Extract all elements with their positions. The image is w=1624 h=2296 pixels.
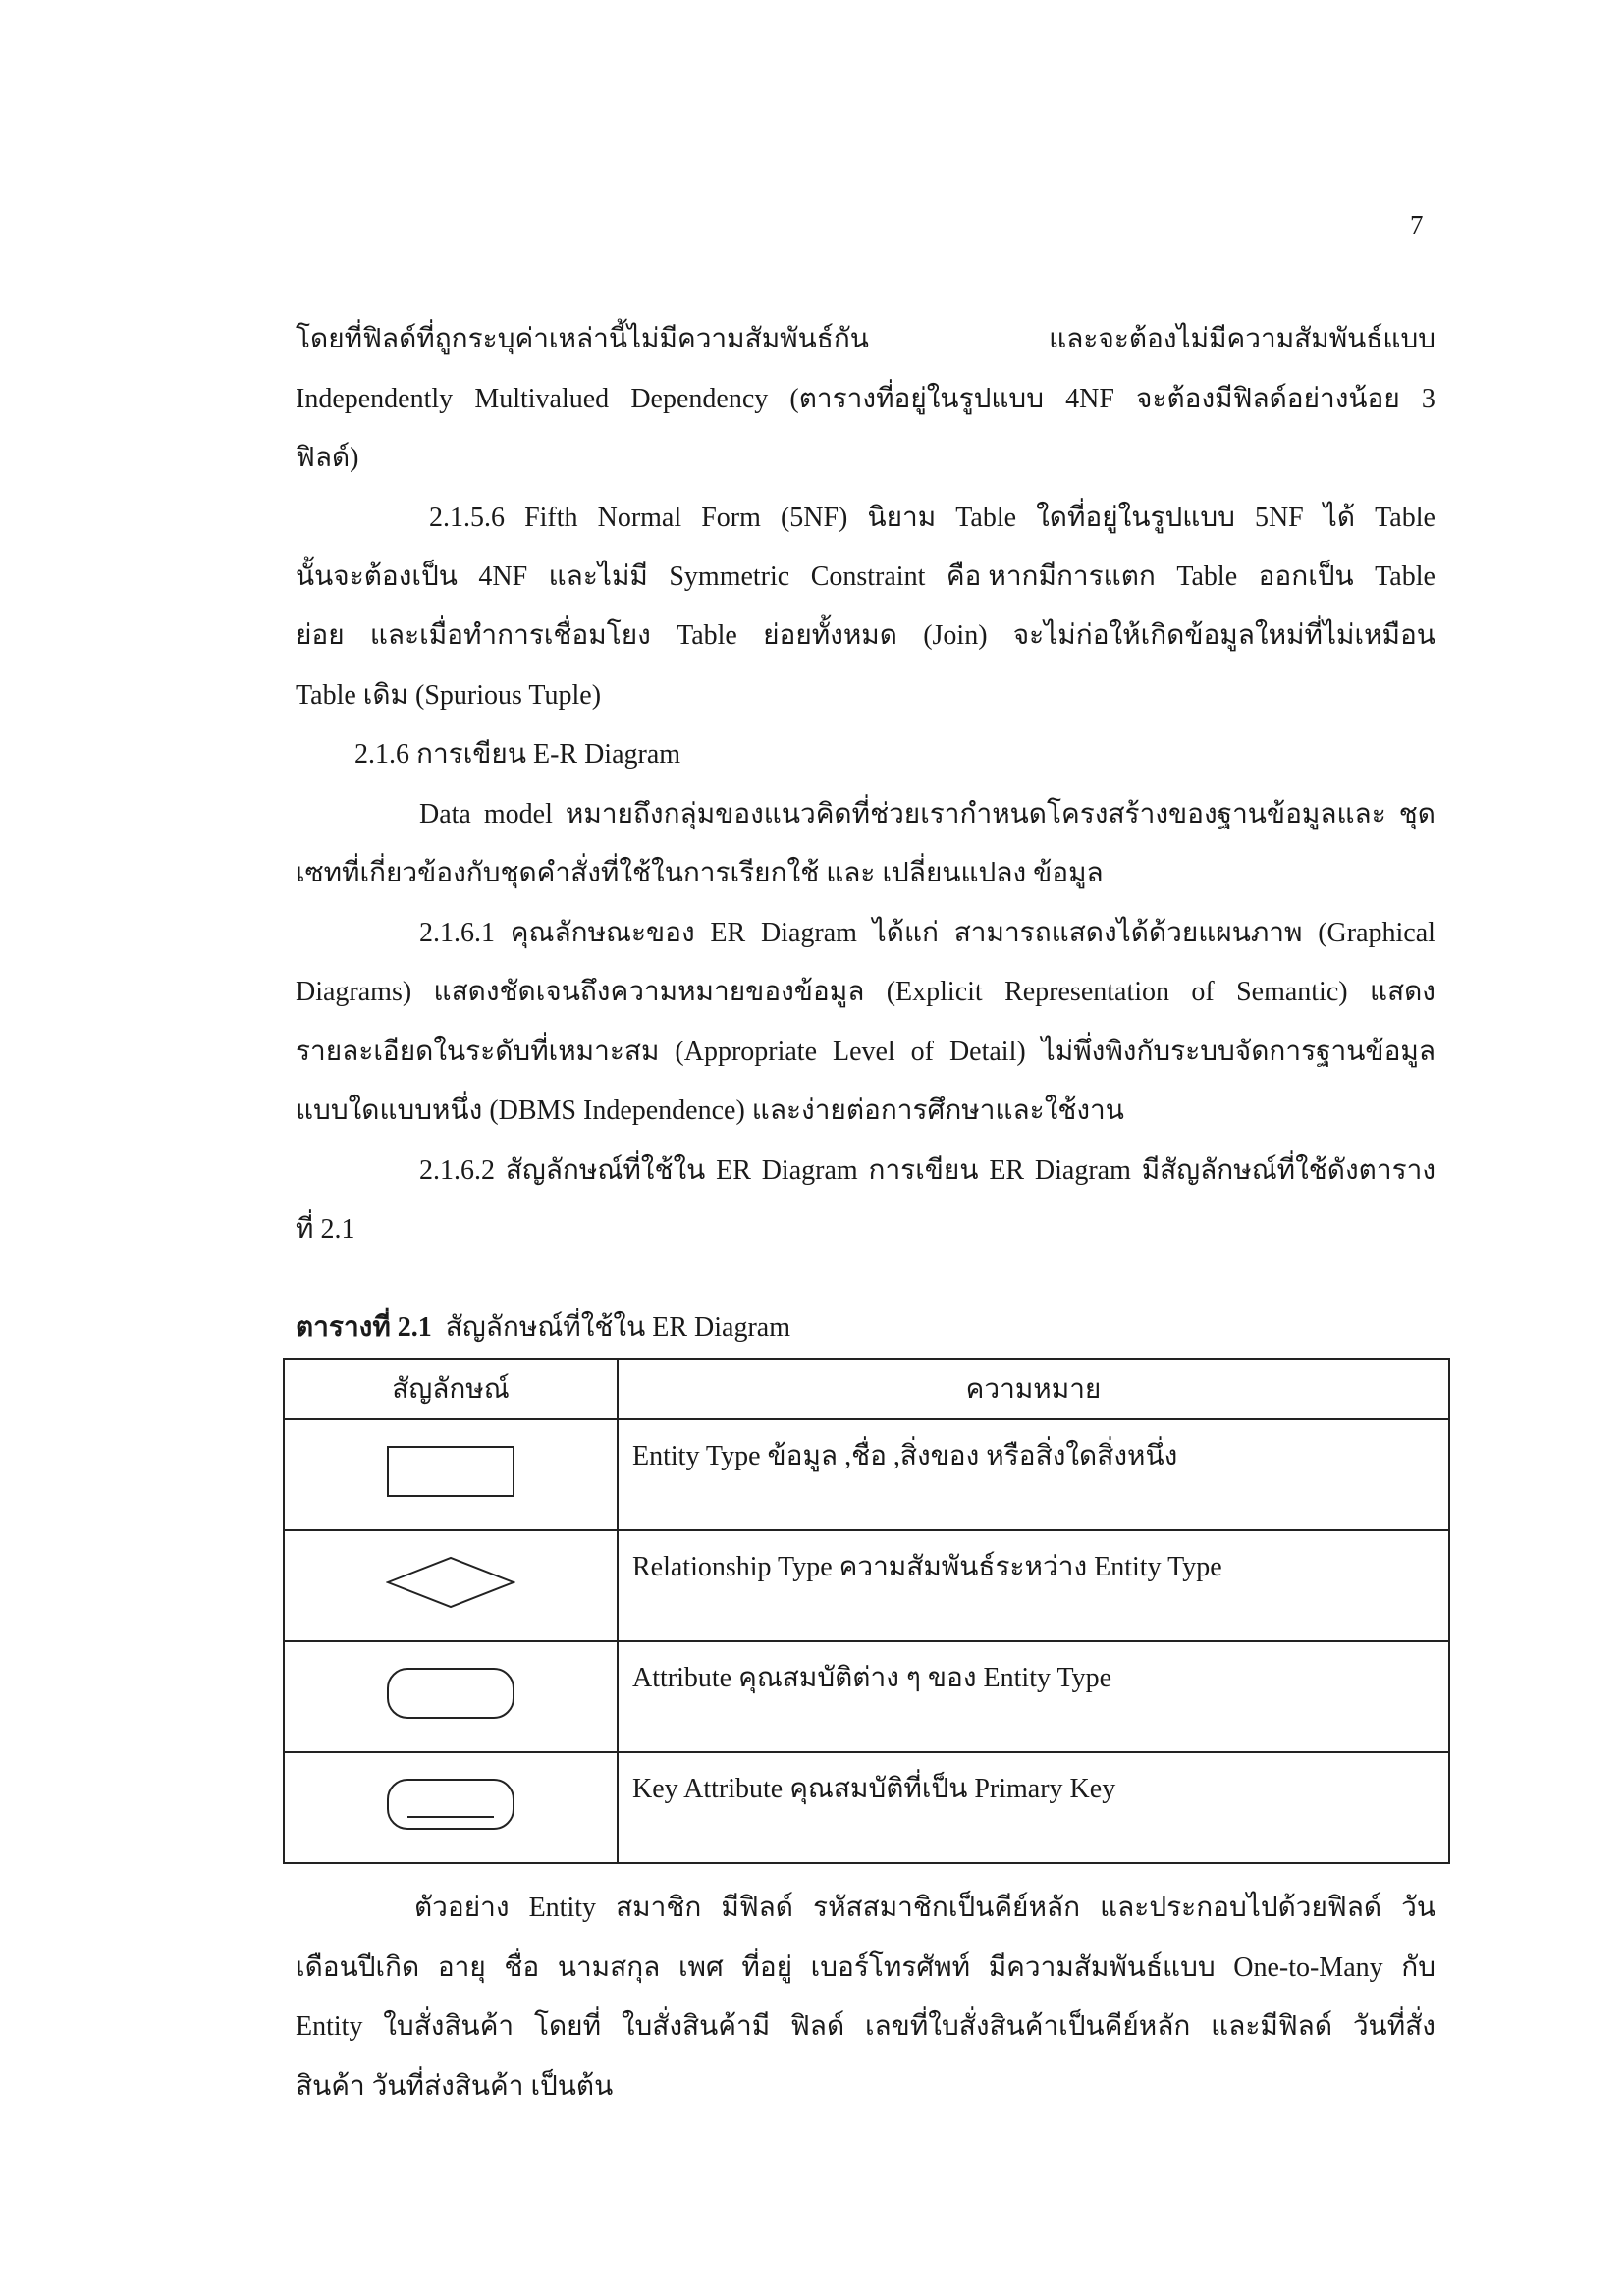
word: ใดที่อยู่ในรูปแบบ bbox=[1036, 503, 1235, 533]
word: (Appropriate bbox=[675, 1037, 818, 1067]
word: of bbox=[1191, 977, 1215, 1007]
para-line-15 bbox=[419, 1153, 1435, 1189]
word: คุณลักษณะของ bbox=[510, 918, 695, 948]
word: นามสกุล bbox=[557, 1952, 661, 1983]
word: จะไม่ก่อให้เกิดข้อมูลใหม่ที่ไม่เหมือน bbox=[1012, 620, 1435, 651]
word: (Join) bbox=[923, 620, 988, 651]
word: (Explicit bbox=[886, 977, 983, 1007]
word: และมีฟิลด์ bbox=[1211, 2011, 1333, 2042]
word: โดยที่ bbox=[533, 2011, 602, 2042]
meaning-cell: Relationship Type ความสัมพันธ์ระหว่าง Entity Type bbox=[618, 1530, 1449, 1641]
word: เบอร์โทรศัพท์ bbox=[810, 1952, 971, 1983]
word: และจะต้องไม่มีความสัมพันธ์แบบ bbox=[1049, 324, 1435, 354]
section-heading: 2.1.6 การเขียน E-R Diagram bbox=[354, 739, 681, 770]
word: ฟิลด์ bbox=[789, 2011, 845, 2042]
word: One-to-Many bbox=[1233, 1952, 1383, 1983]
entity-rectangle-icon bbox=[386, 1445, 515, 1498]
word: Form bbox=[701, 503, 761, 533]
word: Fifth bbox=[524, 503, 578, 533]
para-line-11 bbox=[419, 916, 1435, 951]
word: Symmetric bbox=[669, 561, 790, 592]
word: Table bbox=[1176, 561, 1238, 592]
word: แสดง bbox=[1369, 977, 1435, 1007]
para-line-1 bbox=[296, 322, 1435, 357]
word: วัน bbox=[1401, 1893, 1435, 1923]
word: จะต้องมีฟิลด์อย่างน้อย bbox=[1136, 384, 1400, 414]
table-caption-text: สัญลักษณ์ที่ใช้ใน ER Diagram bbox=[445, 1312, 790, 1343]
meaning-cell: Key Attribute คุณสมบัติที่เป็น Primary Key bbox=[618, 1752, 1449, 1863]
word: Table bbox=[677, 620, 737, 651]
word: ได้แก่ bbox=[872, 918, 939, 948]
word: Normal bbox=[597, 503, 682, 533]
word: (ตารางที่อยู่ในรูปแบบ bbox=[789, 384, 1044, 414]
word: และไม่มี bbox=[548, 561, 648, 592]
word: model bbox=[483, 799, 553, 829]
para-line-2 bbox=[296, 382, 1435, 417]
word: ย่อยทั้งหมด bbox=[763, 620, 897, 651]
word: ใบสั่งสินค้ามี bbox=[621, 2011, 771, 2042]
para-line-10: เซทที่เกี่ยวข้องกับชุดคำสั่งที่ใช้ในการเรียกใช้ และ เปลี่ยนแปลง ข้อมูล bbox=[296, 858, 1104, 888]
word: 2.1.6.1 bbox=[419, 918, 495, 948]
symbol-cell bbox=[284, 1641, 618, 1752]
word: Diagrams) bbox=[296, 977, 412, 1007]
word: มีสัญลักษณ์ที่ใช้ดังตาราง bbox=[1141, 1155, 1435, 1186]
word: วันที่สั่ง bbox=[1352, 2011, 1435, 2042]
word: Diagram bbox=[760, 918, 857, 948]
word: 2.1.6.2 bbox=[419, 1155, 495, 1186]
word: Dependency bbox=[630, 384, 769, 414]
word: Data bbox=[419, 799, 471, 829]
para-line-9 bbox=[419, 797, 1435, 832]
word: Independently bbox=[296, 384, 454, 414]
word: Detail) bbox=[948, 1037, 1026, 1067]
word: รหัสสมาชิกเป็นคีย์หลัก bbox=[813, 1893, 1081, 1923]
table-row bbox=[284, 1752, 1449, 1863]
word: อายุ bbox=[437, 1952, 486, 1983]
para-line-17 bbox=[414, 1891, 1435, 1926]
meaning-cell: Attribute คุณสมบัติต่าง ๆ ของ Entity Type bbox=[618, 1641, 1449, 1752]
word: Multivalued bbox=[474, 384, 610, 414]
er-symbols-table bbox=[283, 1358, 1450, 1864]
word: สัญลักษณ์ที่ใช้ใน bbox=[505, 1155, 706, 1186]
para-line-19 bbox=[296, 2009, 1435, 2045]
word: Table bbox=[955, 503, 1017, 533]
word: ที่อยู่ bbox=[741, 1952, 793, 1983]
word: 3 bbox=[1421, 384, 1435, 414]
word: Level bbox=[832, 1037, 895, 1067]
word: นิยาม bbox=[867, 503, 937, 533]
word: นั้นจะต้องเป็น bbox=[296, 561, 458, 592]
word: และเมื่อทำการเชื่อมโยง bbox=[369, 620, 651, 651]
symbol-cell bbox=[284, 1530, 618, 1641]
word: ไม่พึ่งพิงกับระบบจัดการฐานข้อมูล bbox=[1041, 1037, 1435, 1067]
word: Entity bbox=[296, 2011, 363, 2042]
word: (5NF) bbox=[780, 503, 848, 533]
key-attribute-icon bbox=[386, 1778, 515, 1831]
word: ER bbox=[716, 1155, 751, 1186]
word: โดยที่ฟิลด์ที่ถูกระบุค่าเหล่านี้ไม่มีความสัมพันธ์กัน bbox=[296, 324, 869, 354]
table-caption bbox=[296, 1306, 790, 1349]
word: มีฟิลด์ bbox=[721, 1893, 793, 1923]
page-number: 7 bbox=[1410, 210, 1424, 240]
word: (Graphical bbox=[1318, 918, 1435, 948]
word: 4NF bbox=[478, 561, 528, 592]
relationship-diamond-icon bbox=[386, 1556, 515, 1609]
word: 2.1.5.6 bbox=[429, 503, 505, 533]
word: 5NF bbox=[1254, 503, 1304, 533]
para-line-7: Table เดิม (Spurious Tuple) bbox=[296, 680, 602, 711]
header-meaning: ความหมาย bbox=[618, 1359, 1449, 1419]
para-line-16: ที่ 2.1 bbox=[296, 1214, 355, 1245]
word: ใบสั่งสินค้า bbox=[383, 2011, 514, 2042]
symbol-cell bbox=[284, 1752, 618, 1863]
para-line-18 bbox=[296, 1950, 1435, 1986]
word: หมายถึงกลุ่มของแนวคิดที่ช่วยเรากำหนดโครงสร้างของฐานข้อมูลและ bbox=[565, 799, 1386, 829]
word: เลขที่ใบสั่งสินค้าเป็นคีย์หลัก bbox=[864, 2011, 1191, 2042]
table-row bbox=[284, 1530, 1449, 1641]
para-line-6 bbox=[296, 618, 1435, 654]
word: of bbox=[910, 1037, 934, 1067]
word: Diagram bbox=[1034, 1155, 1131, 1186]
para-line-5 bbox=[296, 560, 1435, 595]
word: การเขียน bbox=[868, 1155, 979, 1186]
word: ได้ bbox=[1323, 503, 1356, 533]
para-line-20: สินค้า วันที่ส่งสินค้า เป็นต้น bbox=[296, 2071, 614, 2102]
table-row bbox=[284, 1641, 1449, 1752]
word: สมาชิก bbox=[616, 1893, 702, 1923]
para-line-13 bbox=[296, 1035, 1435, 1070]
word: คือ หากมีการแตก bbox=[946, 561, 1156, 592]
word: Semantic) bbox=[1236, 977, 1348, 1007]
word: เพศ bbox=[677, 1952, 724, 1983]
word: ออกเป็น bbox=[1258, 561, 1354, 592]
word: Representation bbox=[1004, 977, 1170, 1007]
header-symbol: สัญลักษณ์ bbox=[284, 1359, 618, 1419]
word: Table bbox=[1375, 503, 1435, 533]
word: Table bbox=[1375, 561, 1435, 592]
table-caption-label: ตารางที่ 2.1 bbox=[296, 1312, 432, 1343]
para-line-14: แบบใดแบบหนึ่ง (DBMS Independence) และง่ายต่อการศึกษาและใช้งาน bbox=[296, 1095, 1124, 1126]
word: ชื่อ bbox=[504, 1952, 540, 1983]
meaning-cell: Entity Type ข้อมูล ,ชื่อ ,สิ่งของ หรือสิ่งใดสิ่งหนึ่ง bbox=[618, 1419, 1449, 1530]
para-line-4 bbox=[429, 501, 1435, 536]
word: Constraint bbox=[810, 561, 926, 592]
word: 4NF bbox=[1065, 384, 1114, 414]
word: มีความสัมพันธ์แบบ bbox=[988, 1952, 1216, 1983]
attribute-rounded-rect-icon bbox=[386, 1667, 515, 1720]
word: สามารถแสดงได้ด้วยแผนภาพ bbox=[953, 918, 1303, 948]
word: ย่อย bbox=[296, 620, 345, 651]
table-row bbox=[284, 1419, 1449, 1530]
symbol-cell bbox=[284, 1419, 618, 1530]
word: แสดงชัดเจนถึงความหมายของข้อมูล bbox=[433, 977, 865, 1007]
word: ตัวอย่าง bbox=[414, 1893, 510, 1923]
word: และประกอบไปด้วยฟิลด์ bbox=[1100, 1893, 1382, 1923]
para-line-12 bbox=[296, 975, 1435, 1010]
word: กับ bbox=[1401, 1952, 1435, 1983]
word: ER bbox=[710, 918, 746, 948]
word: Diagram bbox=[761, 1155, 858, 1186]
word: ชุด bbox=[1398, 799, 1435, 829]
word: เดือนปีเกิด bbox=[296, 1952, 420, 1983]
word: Entity bbox=[528, 1893, 597, 1923]
word: รายละเอียดในระดับที่เหมาะสม bbox=[296, 1037, 660, 1067]
para-line-3: ฟิลด์) bbox=[296, 443, 359, 473]
table-header-row bbox=[284, 1359, 1449, 1419]
word: ER bbox=[989, 1155, 1025, 1186]
